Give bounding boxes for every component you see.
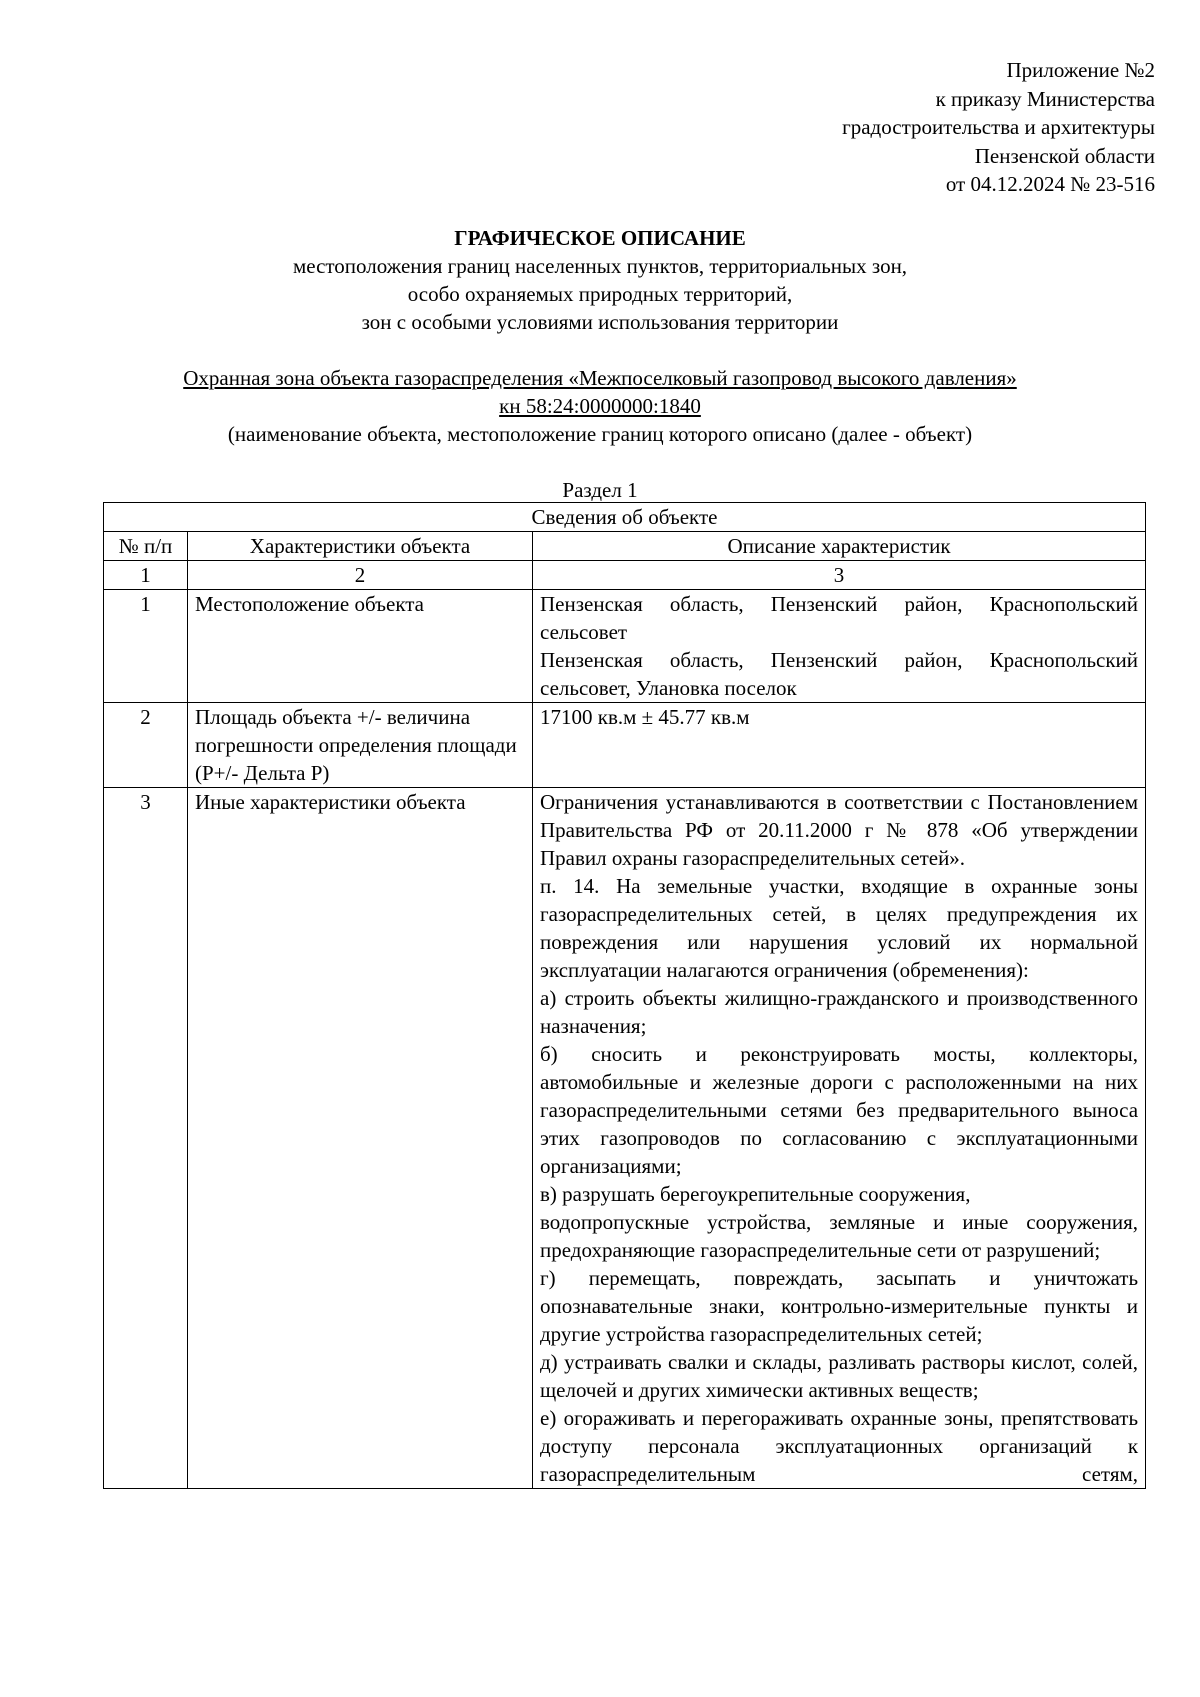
table-caption: Сведения об объекте	[104, 503, 1146, 532]
row-number: 1	[104, 590, 188, 703]
object-cadastral-number: кн 58:24:0000000:1840	[499, 394, 701, 418]
table-header-cell: Описание характеристик	[533, 532, 1146, 561]
object-name-line: Охранная зона объекта газораспределения «Межпоселковый газопровод высокого давления»	[183, 366, 1017, 390]
row-number: 3	[104, 788, 188, 1489]
description-paragraph: водопропускные устройства, земляные и иные сооружения, предохраняющие газораспределительные сети от разрушений;	[540, 1210, 1139, 1262]
table-row	[104, 703, 1146, 788]
row-characteristic: Иные характеристики объекта	[188, 788, 533, 1489]
table-header-cell: Характеристики объекта	[188, 532, 533, 561]
table-row	[104, 590, 1146, 703]
description-paragraph: б) сносить и реконструировать мосты, коллекторы, автомобильные и железные дороги с расположенными на них газораспределительными сетями без предварительного выноса этих газопроводов по согласованию с эксплуатационными организациями;	[540, 1042, 1139, 1178]
description-paragraph: Пензенская область, Пензенский район, Краснопольский сельсовет	[540, 592, 1139, 644]
row-number: 2	[104, 703, 188, 788]
appendix-line: Пензенской области	[974, 143, 1155, 168]
appendix-line: к приказу Министерства	[935, 86, 1155, 111]
section-label: Раздел 1	[562, 478, 638, 502]
description-paragraph: е) огораживать и перегораживать охранные зоны, препятствовать доступу персонала эксплуатационных организаций к газораспределительным сетям,	[540, 1406, 1139, 1486]
table-colnum-cell: 2	[188, 561, 533, 590]
subtitle-line: зон с особыми условиями использования территории	[361, 310, 839, 334]
table-colnum-cell: 3	[533, 561, 1146, 590]
row-characteristic: Площадь объекта +/- величина погрешности определения площади (Р+/- Дельта Р)	[188, 703, 533, 788]
row-description	[533, 590, 1146, 703]
table-row	[104, 788, 1146, 1489]
description-paragraph: д) устраивать свалки и склады, разливать растворы кислот, солей, щелочей и других химически активных веществ;	[540, 1350, 1139, 1402]
row-description	[533, 788, 1146, 1489]
row-description	[533, 703, 1146, 788]
object-name-block	[0, 364, 1200, 448]
description-paragraph: 17100 кв.м ± 45.77 кв.м	[540, 705, 750, 729]
table-colnum-row	[104, 561, 1146, 590]
subtitle-line: особо охраняемых природных территорий,	[407, 282, 793, 306]
description-paragraph: г) перемещать, повреждать, засыпать и уничтожать опознавательные знаки, контрольно-измерительные пункты и другие устройства газораспределительных сетей;	[540, 1266, 1139, 1346]
appendix-line: градостроительства и архитектуры	[842, 115, 1155, 139]
description-paragraph: Пензенская область, Пензенский район, Краснопольский сельсовет, Улановка поселок	[540, 648, 1139, 700]
document-title: ГРАФИЧЕСКОЕ ОПИСАНИЕ	[454, 226, 746, 250]
table-header-cell: № п/п	[104, 532, 188, 561]
description-paragraph: п. 14. На земельные участки, входящие в охранные зоны газораспределительных сетей, в целях предупреждения их повреждения или нарушения условий их нормальной эксплуатации налагаются ограничения (обременения):	[540, 874, 1139, 982]
object-caption: (наименование объекта, местоположение границ которого описано (далее - объект)	[227, 422, 973, 446]
appendix-line: Приложение №2	[1006, 58, 1155, 82]
appendix-block	[842, 56, 1155, 199]
description-paragraph: в) разрушать берегоукрепительные сооружения,	[540, 1182, 971, 1206]
appendix-line: от 04.12.2024 № 23-516	[945, 172, 1155, 196]
object-info-table	[103, 502, 1146, 1489]
document-subtitle	[0, 252, 1200, 336]
row-characteristic: Местоположение объекта	[188, 590, 533, 703]
description-paragraph: Ограничения устанавливаются в соответствии с Постановлением Правительства РФ от 20.11.2000 г № 878 «Об утверждении Правил охраны газораспределительных сетей».	[540, 790, 1139, 870]
description-paragraph: а) строить объекты жилищно-гражданского и производственного назначения;	[540, 986, 1139, 1038]
table-colnum-cell: 1	[104, 561, 188, 590]
table-header-row	[104, 532, 1146, 561]
subtitle-line: местоположения границ населенных пунктов, территориальных зон,	[292, 254, 908, 278]
